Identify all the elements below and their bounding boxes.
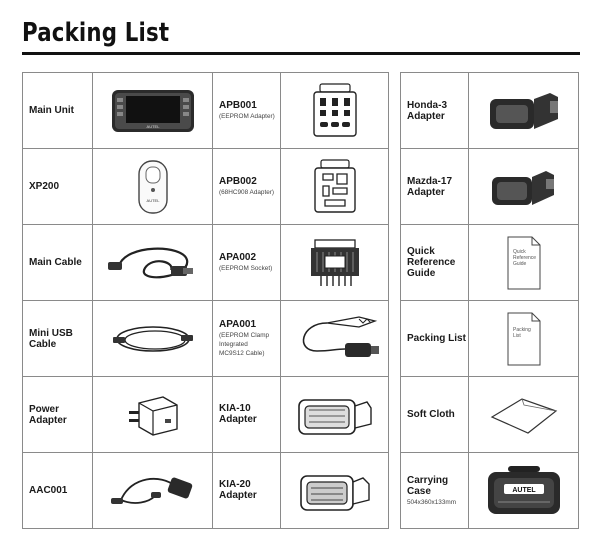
carrying-case-icon [484, 464, 564, 518]
item-subtitle: (EEPROM Adapter) [219, 113, 275, 120]
svg-text:Packing: Packing [512, 326, 531, 333]
item-name: Main Cable [29, 257, 82, 268]
apb002-adapter-icon [311, 158, 359, 216]
tablet-main-unit-icon [110, 87, 196, 135]
table-row [23, 149, 213, 225]
svg-text:Quick: Quick [512, 248, 526, 255]
eeprom-socket-icon [307, 236, 363, 290]
item-name: Power Adapter [29, 403, 67, 426]
item-name: AAC001 [29, 485, 68, 496]
item-name: APB001 [219, 100, 257, 111]
kia10-adapter-icon [295, 390, 375, 440]
mini-usb-cable-icon [105, 315, 201, 363]
svg-text:AUTEL: AUTEL [146, 123, 159, 129]
table-row [401, 225, 579, 301]
item-name: APA002 [219, 252, 257, 263]
power-adapter-icon [123, 389, 183, 441]
item-name: Mini USB Cable [29, 327, 73, 350]
table-row [213, 301, 389, 377]
packing-column-1 [22, 72, 213, 529]
clamp-cable-icon [287, 311, 383, 367]
quick-reference-guide-icon [504, 235, 544, 291]
item-subtitle: (EEPROM Socket) [219, 265, 273, 272]
item-name: Honda-3 Adapter [407, 99, 447, 122]
item-name: KIA-10 Adapter [219, 403, 257, 425]
table-row [23, 377, 213, 453]
table-row [213, 149, 389, 225]
table-row [401, 149, 579, 225]
apb001-adapter-icon [310, 82, 360, 140]
item-name: Packing List [407, 333, 466, 344]
soft-cloth-icon [488, 393, 560, 437]
svg-text:List: List [512, 332, 521, 339]
kia20-adapter-icon [297, 466, 373, 516]
xp200-key-programmer-icon [133, 159, 173, 215]
table-row [23, 73, 213, 149]
svg-text:AUTEL: AUTEL [146, 197, 159, 203]
item-name: XP200 [29, 181, 60, 192]
table-row [213, 73, 389, 149]
item-name: APA001 [219, 319, 257, 330]
table-row [23, 225, 213, 301]
title-rule [22, 52, 580, 55]
item-subtitle: 504x360x133mm [407, 498, 457, 506]
item-name: Quick Reference Guide [407, 246, 456, 279]
table-row [213, 377, 389, 453]
packing-list-doc-icon [504, 311, 544, 367]
svg-text:Reference: Reference [512, 254, 536, 261]
svg-text:AUTEL: AUTEL [511, 486, 536, 494]
table-row [23, 301, 213, 377]
item-subtitle: (68HC908 Adapter) [219, 189, 275, 196]
table-row [401, 301, 579, 377]
honda3-adapter-icon [484, 85, 564, 137]
packing-column-3 [400, 72, 579, 529]
table-row [401, 377, 579, 453]
item-name: Soft Cloth [407, 409, 455, 420]
item-name: Mazda-17 Adapter [407, 175, 453, 198]
svg-text:Guide: Guide [512, 260, 526, 267]
page-title: Packing List [22, 18, 170, 48]
item-name: Main Unit [29, 105, 74, 116]
table-row [213, 453, 389, 529]
item-name: Carrying Case [407, 474, 449, 497]
item-subtitle: (EEPROM Clamp Integrated MC9S12 Cable) [219, 332, 270, 357]
table-row [23, 453, 213, 529]
packing-column-2 [212, 72, 389, 529]
mazda17-adapter-icon [486, 161, 562, 213]
item-name: KIA-20 Adapter [219, 479, 257, 501]
table-row [401, 73, 579, 149]
table-row [213, 225, 389, 301]
aac001-cable-icon [105, 466, 201, 516]
table-row [401, 453, 579, 529]
item-name: APB002 [219, 176, 257, 187]
main-cable-icon [105, 238, 201, 288]
